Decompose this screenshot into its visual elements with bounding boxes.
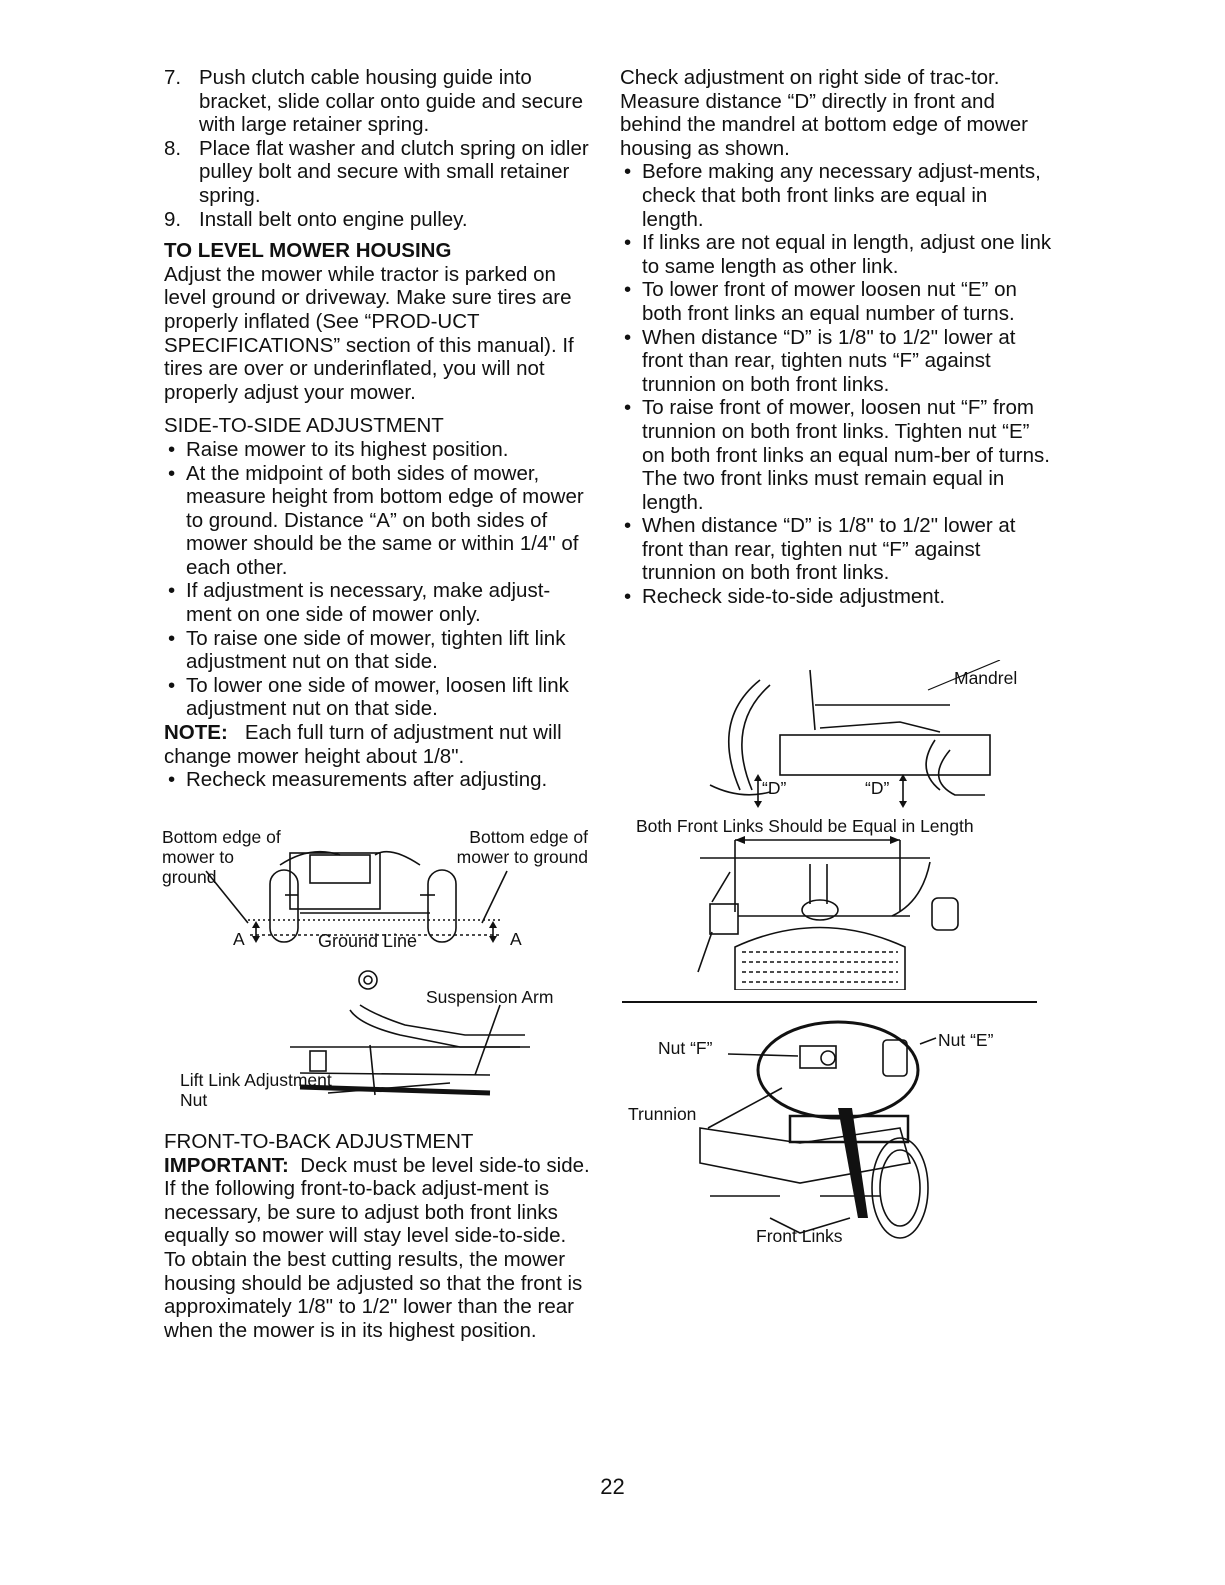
step-9 bbox=[164, 208, 594, 232]
list-item: • To lower front of mower loosen nut “E” on both front links an equal number of turns. bbox=[624, 278, 1017, 325]
step-text: Place flat washer and clutch spring on idler pulley bolt and secure with small retainer spring. bbox=[199, 136, 589, 207]
list-item: • Recheck measurements after adjusting. bbox=[168, 768, 548, 792]
lift-link-label: Lift Link Adjustment Nut bbox=[180, 1070, 332, 1110]
list-item: • Recheck side-to-side adjustment. bbox=[624, 585, 946, 609]
side-to-side-bullets bbox=[164, 438, 594, 721]
assembly-steps bbox=[164, 66, 594, 231]
step-text: Push clutch cable housing guide into bracket, slide collar onto guide and secure with large retainer spring. bbox=[199, 66, 584, 137]
equal-length-label: Both Front Links Should be Equal in Length bbox=[636, 816, 974, 836]
closing-paragraph: To obtain the best cutting results, the mower housing should be adjusted so that the front is approximately 1/8" to 1/2" lower than the rear when the mower is in its highest position. bbox=[164, 1247, 583, 1342]
list-item: • At the midpoint of both sides of mower, measure height from bottom edge of mower to ground. Distance “A” on both sides of mower should be the same or within 1/4" of each other. bbox=[168, 461, 584, 579]
list-item: • If adjustment is necessary, make adjust-ment on one side of mower only. bbox=[168, 579, 551, 627]
list-item: • To lower one side of mower, loosen lift link adjustment nut on that side. bbox=[168, 673, 569, 721]
bottom-edge-left-label: Bottom edge of mower to ground bbox=[162, 827, 281, 887]
step-number: 7. bbox=[164, 66, 182, 89]
distance-a-right: A bbox=[510, 929, 522, 949]
figure-front-links-equal bbox=[630, 812, 1040, 990]
mandrel-label: Mandrel bbox=[954, 668, 1018, 688]
important-text: Deck must be level side-to side. If the following front-to-back adjust-ment is necessary, be sure to adjust both front links equally so mower will stay level side-to-side. bbox=[164, 1153, 590, 1248]
note-label: NOTE: bbox=[164, 721, 228, 745]
nut-e-label: Nut “E” bbox=[938, 1030, 994, 1050]
trunnion-label: Trunnion bbox=[628, 1104, 697, 1124]
note bbox=[164, 721, 594, 768]
left-column-bottom bbox=[164, 1130, 594, 1342]
step-7 bbox=[164, 66, 594, 137]
distance-a-left: A bbox=[233, 929, 245, 949]
list-item: • To raise front of mower, loosen nut “F” from trunnion on both front links. Tighten nut “E” on both front links an equal num-ber of turns. The two front links must remain equal in length. bbox=[624, 396, 1050, 514]
figure-suspension-arm bbox=[160, 965, 590, 1120]
side-to-side-heading: SIDE-TO-SIDE ADJUSTMENT bbox=[164, 414, 444, 438]
list-item: • To raise one side of mower, tighten lift link adjustment nut on that side. bbox=[168, 626, 566, 674]
figure-divider bbox=[622, 1001, 1037, 1003]
list-item: • When distance “D” is 1/8" to 1/2" lower at front than rear, tighten nuts “F” against trunnion on both front links. bbox=[624, 325, 1016, 396]
step-8 bbox=[164, 137, 594, 208]
intro-paragraph: Adjust the mower while tractor is parked on level ground or driveway. Make sure tires are properly inflated (See “PROD-UCT SPECIFICATIONS” section of this manual). If tires are over or underinflated, you will not properly adjust your mower. bbox=[164, 262, 574, 404]
step-number: 9. bbox=[164, 207, 182, 231]
note-text: Each full turn of adjustment nut will change mower height about 1/8". bbox=[164, 721, 562, 768]
front-to-back-heading: FRONT-TO-BACK ADJUSTMENT bbox=[164, 1130, 474, 1153]
figure-mandrel bbox=[700, 660, 1040, 810]
nut-f-label: Nut “F” bbox=[658, 1038, 713, 1058]
list-item: • When distance “D” is 1/8" to 1/2" lower at front than rear, tighten nut “F” against trunnion on both front links. bbox=[624, 514, 1016, 585]
distance-d-left: “D” bbox=[762, 778, 787, 798]
front-to-back-bullets bbox=[620, 160, 1052, 608]
step-text: Install belt onto engine pulley. bbox=[199, 207, 468, 231]
bottom-edge-right-label: Bottom edge of mower to ground bbox=[456, 827, 588, 867]
front-links-drawing bbox=[630, 812, 1040, 990]
suspension-arm-label: Suspension Arm bbox=[426, 987, 554, 1007]
figure-ground-line bbox=[160, 825, 590, 955]
ground-line-label: Ground Line bbox=[318, 931, 418, 951]
list-item: • Raise mower to its highest position. bbox=[168, 437, 509, 461]
list-item: • Before making any necessary adjust-ments, check that both front links are equal in length. bbox=[624, 160, 1041, 231]
distance-d-right: “D” bbox=[865, 778, 890, 798]
important-paragraph bbox=[164, 1154, 594, 1248]
front-links-label: Front Links bbox=[756, 1226, 843, 1246]
page-number: 22 bbox=[600, 1474, 625, 1499]
note-bullets bbox=[164, 768, 594, 792]
list-item: • If links are not equal in length, adjust one link to same length as other link. bbox=[624, 231, 1052, 278]
right-column bbox=[620, 66, 1052, 609]
section-title: TO LEVEL MOWER HOUSING bbox=[164, 239, 452, 263]
important-label: IMPORTANT: bbox=[164, 1153, 289, 1177]
step-number: 8. bbox=[164, 136, 182, 160]
left-column bbox=[164, 66, 594, 792]
right-intro: Check adjustment on right side of trac-tor. Measure distance “D” directly in front and behind the mandrel at bottom edge of mower housing as shown. bbox=[620, 66, 1028, 160]
figure-nut-trunnion bbox=[620, 1018, 1040, 1250]
